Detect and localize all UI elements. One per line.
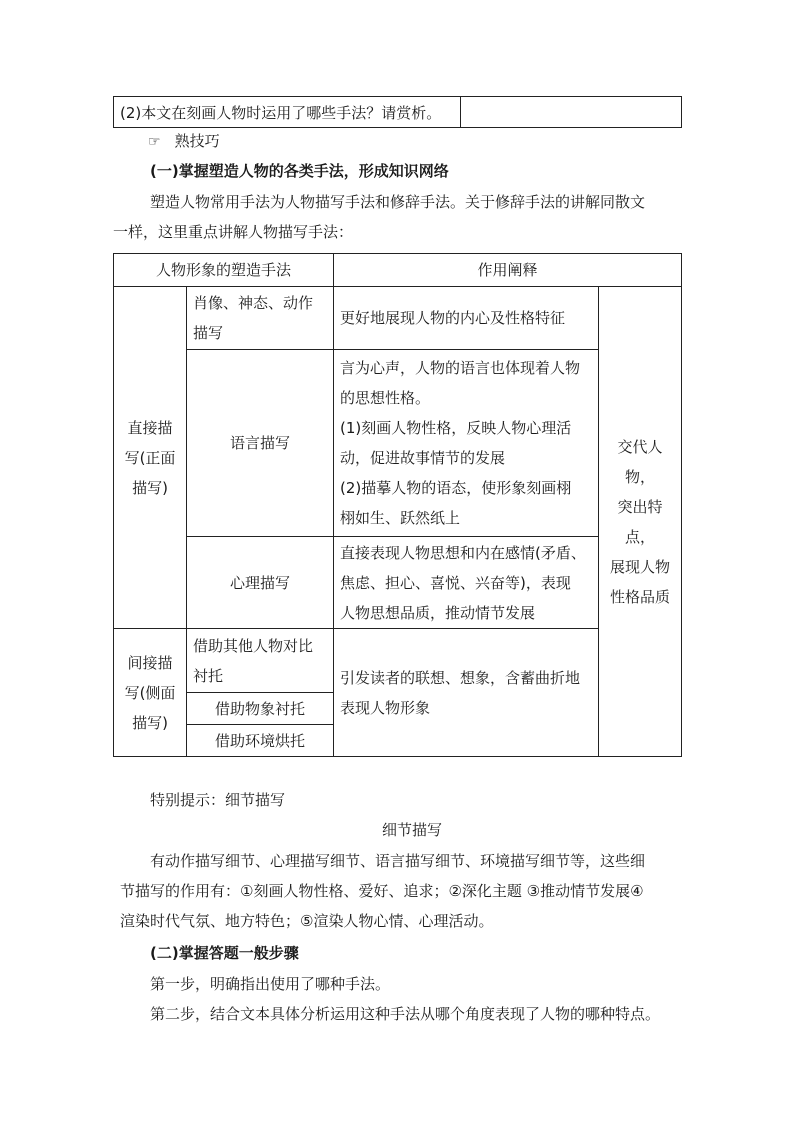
indirect-description-label: 间接描 写(侧面 描写) xyxy=(114,629,187,757)
section2-step1: 第一步，明确指出使用了哪种手法。 xyxy=(150,975,391,993)
section2-title: (二)掌握答题一般步骤 xyxy=(150,944,299,962)
special-tip: 特别提示：细节描写 xyxy=(150,791,286,809)
section1-title: (一)掌握塑造人物的各类手法，形成知识网络 xyxy=(150,162,449,180)
section1-intro-line1: 塑造人物常用手法为人物描写手法和修辞手法。关于修辞手法的讲解同散文 xyxy=(150,193,646,211)
section1-intro-line2: 一样，这里重点讲解人物描写手法： xyxy=(113,223,354,241)
method-object: 借助物象衬托 xyxy=(187,693,334,725)
effect-psychology: 直接表现人物思想和内在感情(矛盾、 焦虑、担心、喜悦、兴奋等)，表现 人物思想品质，推动情节发展 xyxy=(334,537,599,629)
method-language: 语言描写 xyxy=(187,350,334,537)
detail-title: 细节描写 xyxy=(382,821,443,839)
question-cell: (2)本文在刻画人物时运用了哪些手法？请赏析。 xyxy=(114,97,461,128)
methods-table xyxy=(113,253,682,757)
effect-language: 言为心声，人物的语言也体现着人物 的思想性格。 (1)刻画人物性格，反映人物心理活 动，促进故事情节的发展 (2)描摹人物的语态，使形象刻画栩 栩如生、跃然纸上 xyxy=(334,350,599,537)
answer-cell xyxy=(461,97,682,128)
effect-portrait: 更好地展现人物的内心及性格特征 xyxy=(334,287,599,350)
direct-description-label: 直接描 写(正面 描写) xyxy=(114,287,187,629)
effect-indirect: 引发读者的联想、想象，含蓄曲折地 表现人物形象 xyxy=(334,629,599,757)
method-psychology: 心理描写 xyxy=(187,537,334,629)
section2-step2: 第二步，结合文本具体分析运用这种手法从哪个角度表现了人物的哪种特点。 xyxy=(150,1005,661,1023)
detail-para-line1: 有动作描写细节、心理描写细节、语言描写细节、环境描写细节等，这些细 xyxy=(150,852,646,870)
method-other-character: 借助其他人物对比 衬托 xyxy=(187,629,334,693)
header-method: 人物形象的塑造手法 xyxy=(114,254,334,287)
header-effect: 作用阐释 xyxy=(334,254,682,287)
pointing-hand-icon: ☞ xyxy=(148,134,161,150)
skills-heading-line xyxy=(148,131,220,152)
method-environment: 借助环境烘托 xyxy=(187,725,334,757)
detail-para-line3: 渲染时代气氛、地方特色；⑤渲染人物心情、心理活动。 xyxy=(120,912,494,930)
summary-cell: 交代人物， 突出特点， 展现人物 性格品质 xyxy=(599,287,682,757)
detail-para-line2: 节描写的作用有：①刻画人物性格、爱好、追求；②深化主题 ③推动情节发展④ xyxy=(120,882,644,900)
method-portrait: 肖像、神态、动作 描写 xyxy=(187,287,334,350)
skills-heading: 熟技巧 xyxy=(174,132,220,150)
question-table xyxy=(113,96,682,128)
